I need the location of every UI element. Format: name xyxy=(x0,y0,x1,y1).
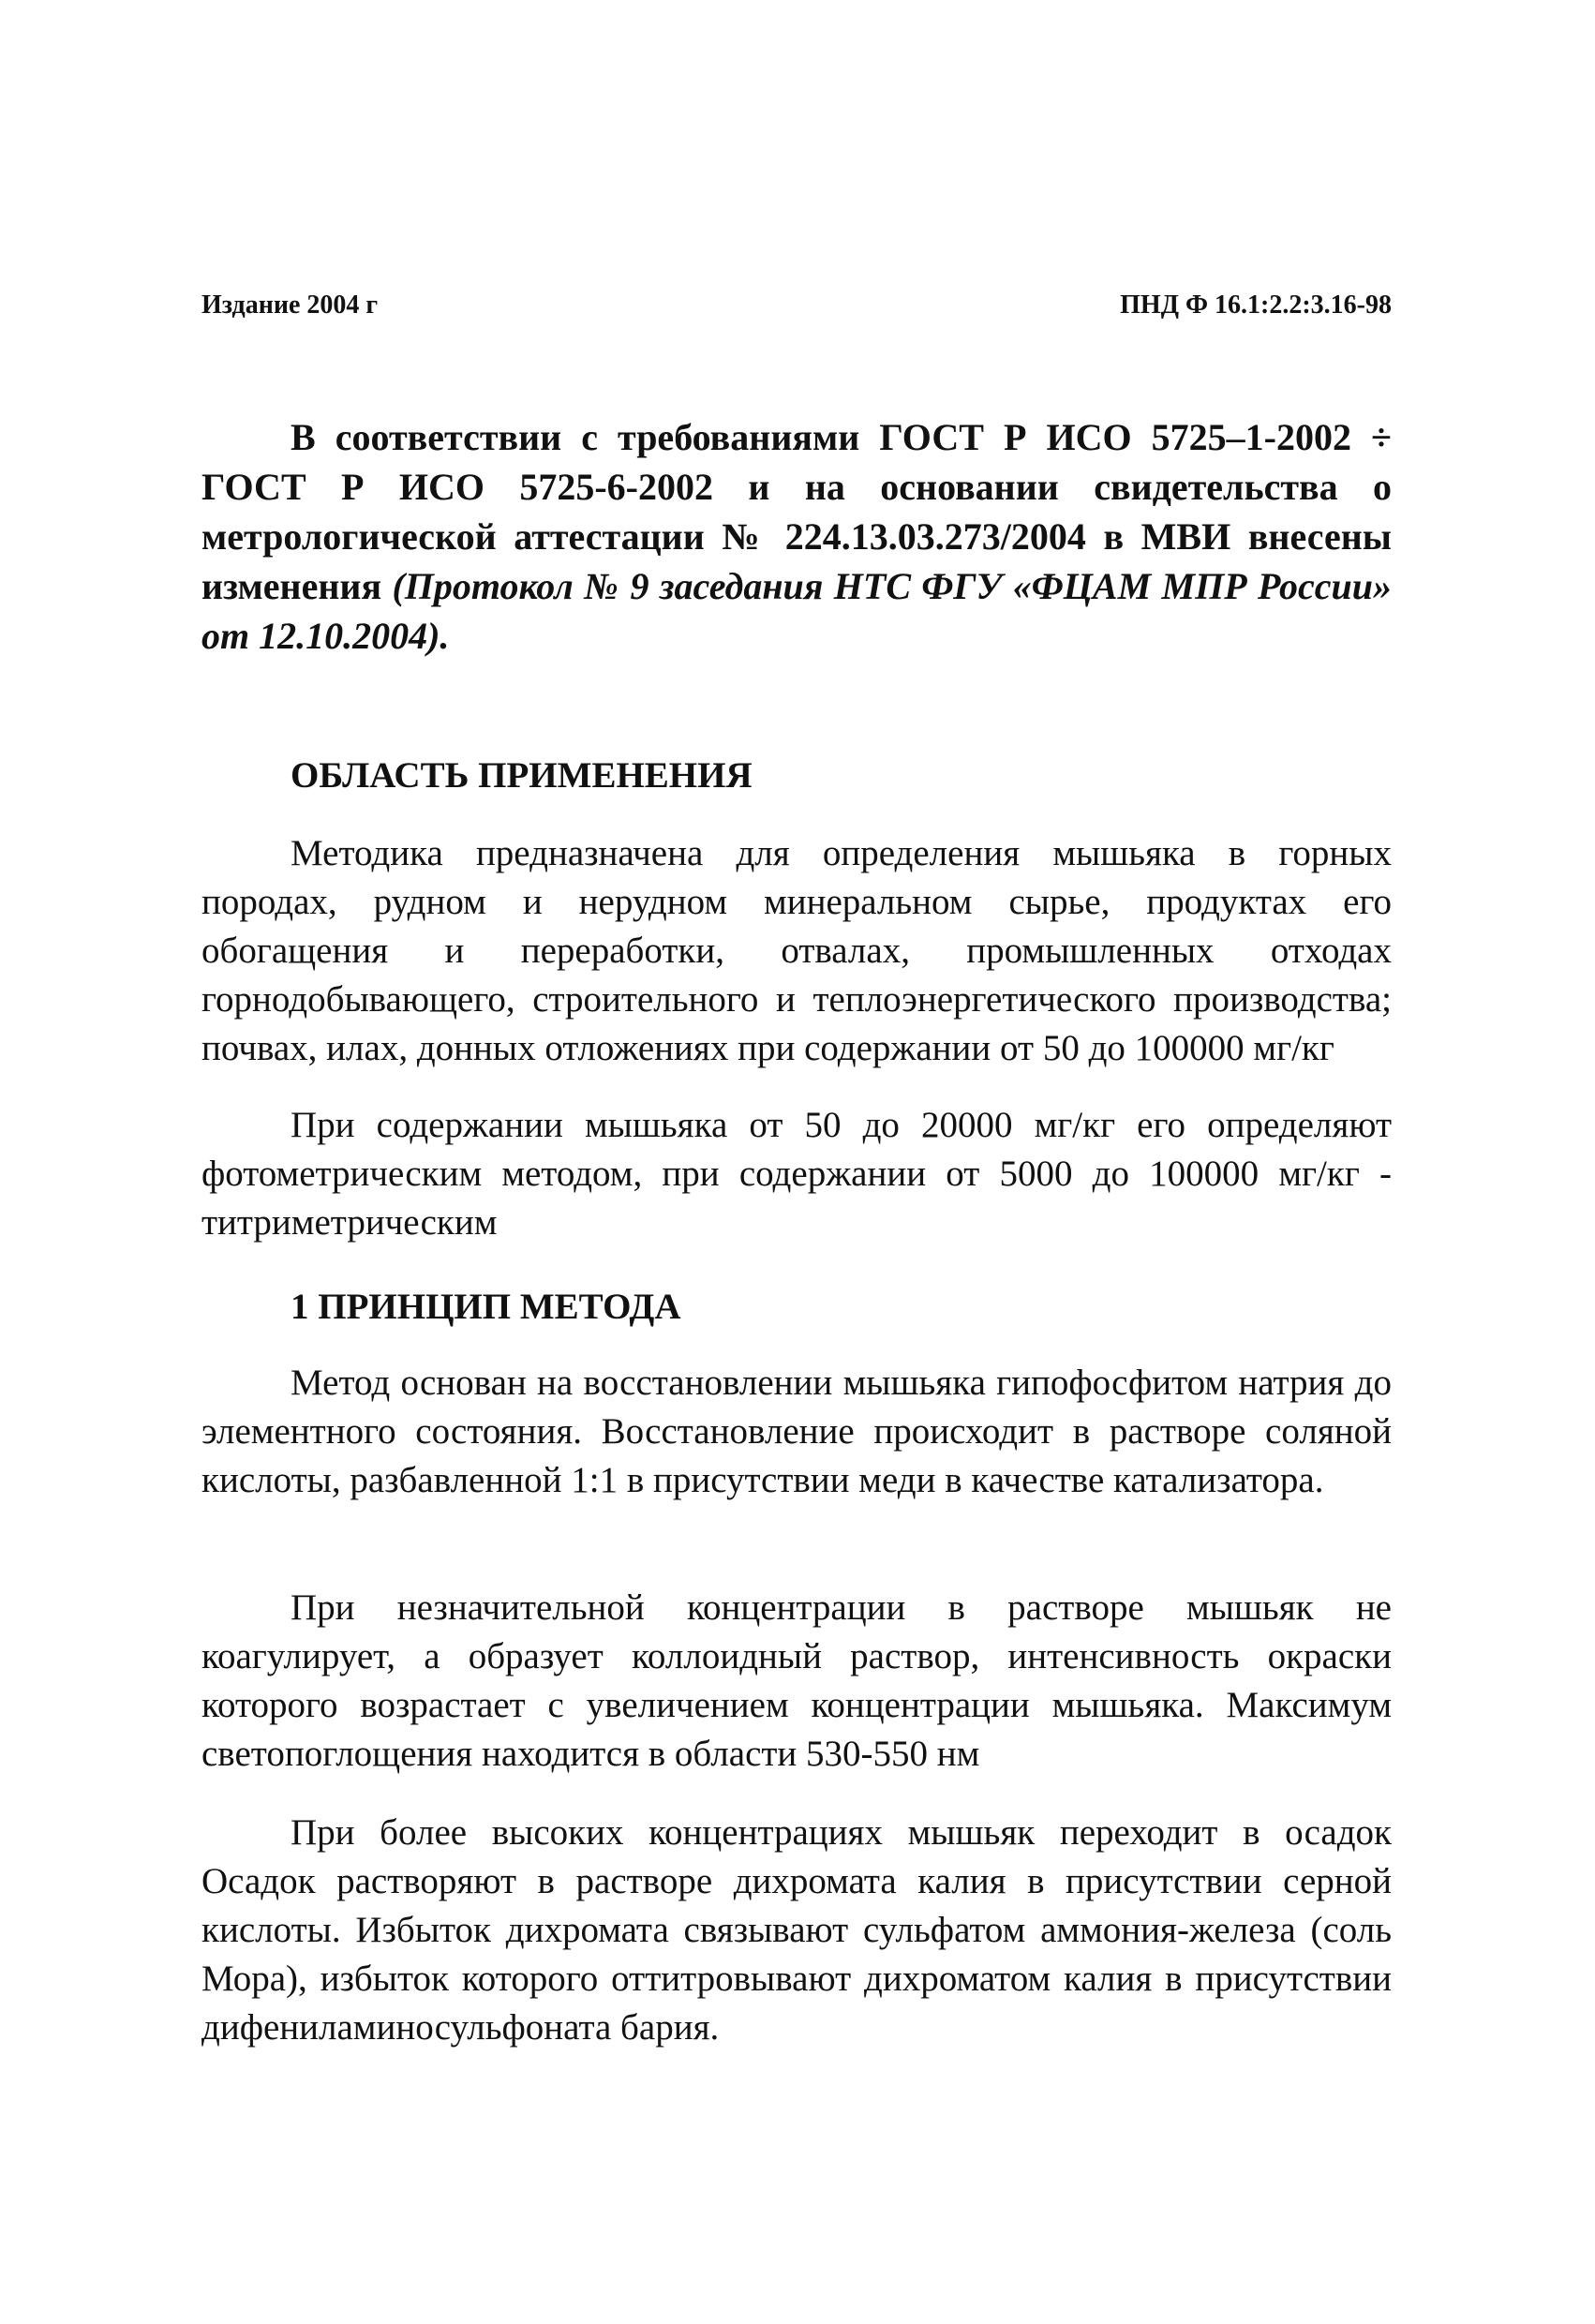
amendment-notice xyxy=(201,412,1392,661)
paragraph-principle-3: При более высоких концентрациях мышьяк переходит в осадок Осадок растворяют в растворе дихромата калия в присутствии серной кислоты. Избыток дихромата связывают сульфатом аммония-железа (соль Мора), избыток которого оттитровывают дихроматом калия в присутствии дифениламиносульфоната бария. xyxy=(201,1812,1392,2048)
notice-text: В соответствии с требованиями ГОСТ Р ИСО 5725–1-2002 ÷ ГОСТ Р ИСО 5725-6-2002 и на основании свидетельства о метрологической аттестации № 224.13.03.273/2004 в МВИ внесены изменения xyxy=(201,416,1392,607)
section-heading-scope: ОБЛАСТЬ ПРИМЕНЕНИЯ xyxy=(291,755,753,796)
paragraph-scope-1: Методика предназначена для определения мышьяка в горных породах, рудном и нерудном минеральном сырье, продуктах его обогащения и переработки, отвалах, промышленных отходах горнодобывающего, строительного и теплоэнергетического производства; почвах, илах, донных отложениях при содержании от 50 до 100000 мг/кг xyxy=(201,833,1392,1068)
paragraph-scope-2: При содержании мышьяка от 50 до 20000 мг/кг его определяют фотометрическим методом, при содержании от 5000 до 100000 мг/кг - титриметрическим xyxy=(201,1105,1392,1243)
paragraph-principle-1: Метод основан на восстановлении мышьяка гипофосфитом натрия до элементного состояния. Восстановление происходит в растворе соляной кислоты, разбавленной 1:1 в присутствии меди в качестве катализатора. xyxy=(201,1363,1392,1500)
document-code: ПНД Ф 16.1:2.2:3.16-98 xyxy=(1120,290,1392,320)
paragraph-principle-2: При незначительной концентрации в растворе мышьяк не коагулирует, а образует коллоидный раствор, интенсивность окраски которого возрастает с увеличением концентрации мышьяка. Максимум светопоглощения находится в области 530-550 нм xyxy=(201,1587,1392,1774)
section-heading-principle: 1 ПРИНЦИП МЕТОДА xyxy=(291,1287,681,1327)
page-header xyxy=(201,290,1392,328)
protocol-reference: (Протокол № 9 заседания НТС ФГУ «ФЦАМ МПР России» от 12.10.2004). xyxy=(201,565,1392,657)
edition-label: Издание 2004 г xyxy=(201,290,379,320)
